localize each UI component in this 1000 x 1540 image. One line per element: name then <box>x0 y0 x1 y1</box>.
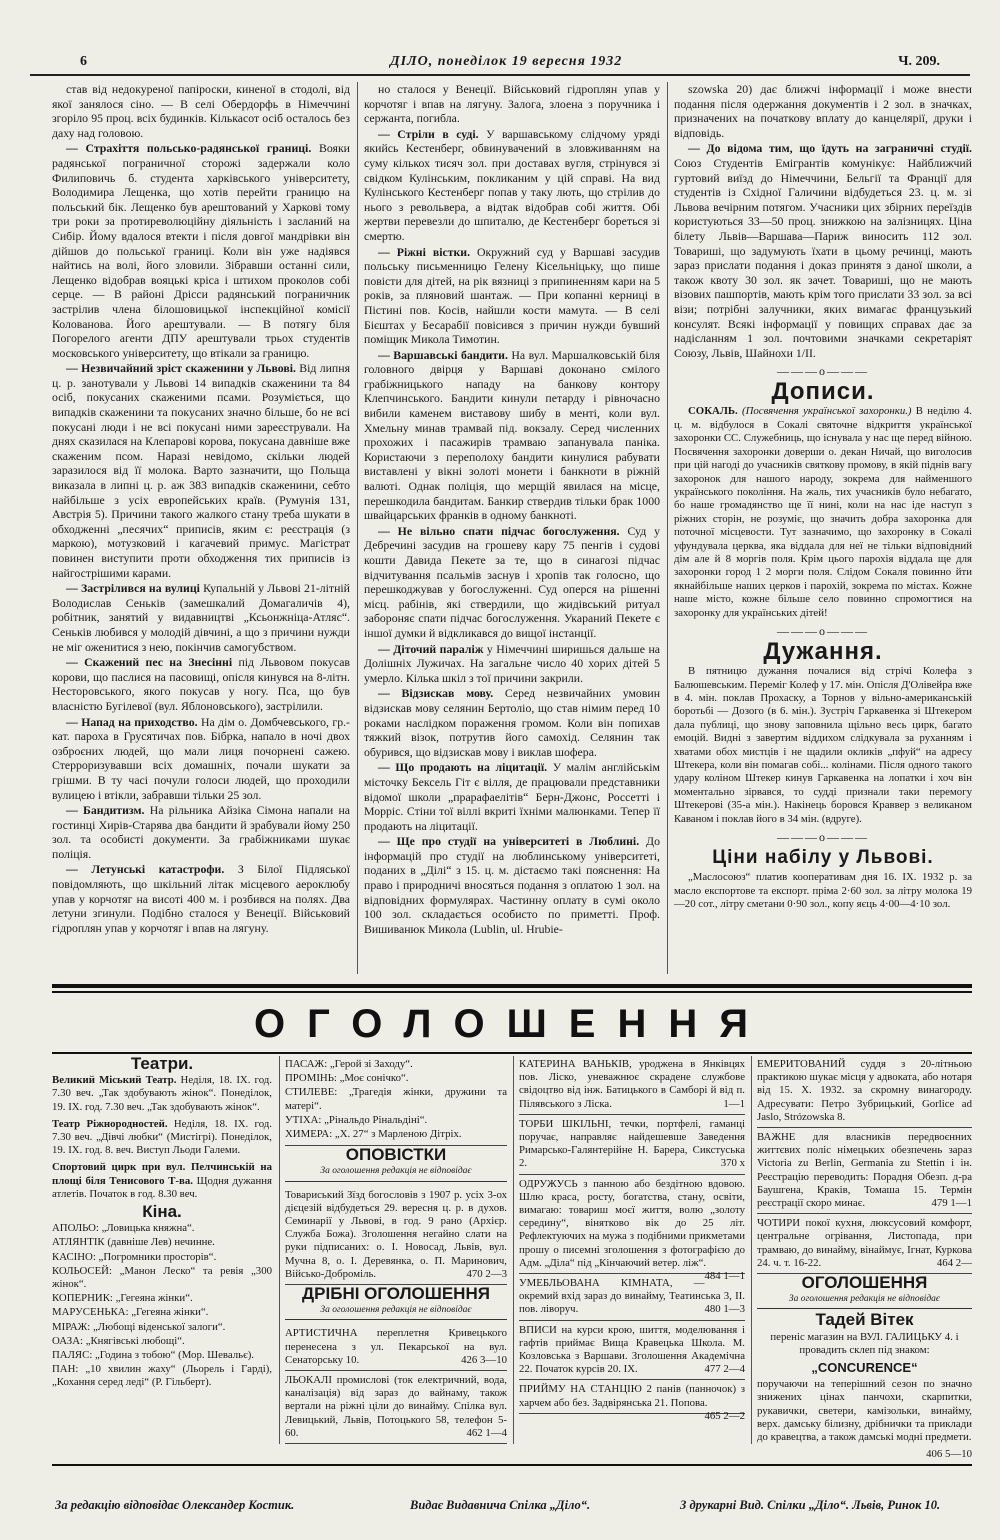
classified-ad <box>519 1380 745 1422</box>
ad-number: 470 2—3 <box>466 1267 507 1280</box>
ad-number: 462 1—4 <box>466 1426 507 1439</box>
tadei-brand: „CONCURENCE“ <box>811 1360 918 1376</box>
opovistky-heading: ОПОВІСТКИ <box>345 1145 447 1165</box>
cinema-listing: КАСІНО: „Погромники просторів“. <box>52 1250 217 1263</box>
article-text: у Німеччині ширишься дальше на Долішніх Лужичах. На загальне число 40 хорих дітей 5 умерло. Кілька шкіл з тої причини закрили. <box>364 641 660 685</box>
classified-ad <box>519 1321 745 1381</box>
tadei-text-1: переніс магазин на ВУЛ. ГАЛИЦЬКУ 4. і провадить склеп під знаком: <box>770 1330 959 1356</box>
ad-number: 484 1—1 <box>704 1270 745 1283</box>
article-paragraph <box>674 82 972 140</box>
column-rule <box>751 1056 752 1444</box>
article-column-3 <box>674 82 972 974</box>
article-paragraph <box>364 127 660 244</box>
ads-column-a <box>52 1055 272 1445</box>
cinema-listing: ОАЗА: „Княгівські любощі“. <box>52 1334 185 1347</box>
kina-heading: Кіна. <box>142 1202 182 1222</box>
theatre-name: Великий Міський Театр. <box>52 1074 177 1087</box>
article-lead: — Незвичайний зріст скаженини у Львові. <box>66 361 296 376</box>
article-text: У малім англійськім місточку Бексель Гіт є вілля, де працювали представники відомої школи „прарафаелітів“ Берн-Джонс, Россетті і Морріс. Стіни тої віллі вкриті їхніми малюнками. Тепер її продають на ліцитації. <box>364 760 660 833</box>
theatre-listing <box>52 1074 272 1114</box>
ad-text: ВПИСИ на курси крою, шиття, моделювання і гафтів приймає Вища Кравецька Школа. М. Козловська з Варшави. Зголошення Академічна 22. Початок курсів 20. IX. <box>519 1323 745 1376</box>
opovistky-notice <box>285 1186 507 1285</box>
article-paragraph <box>52 862 350 935</box>
classified-ad <box>285 1324 507 1371</box>
banner-rule-top <box>52 984 972 988</box>
theatre-schedule: Неділя, 18. IX. год. 7.30 веч. „Дівчі любки“ (Мистігрі). Понеділок, 19. IX. год. 8. веч. Виступ Льоди Галеми. <box>52 1117 272 1157</box>
dopysy-place: СОКАЛЬ. <box>688 405 738 418</box>
article-paragraph <box>52 581 350 654</box>
ad-number: 406 5—10 <box>926 1448 972 1461</box>
article-text: На рільника Айзіка Сімона напали на гостинці Хирів-Старява два бандити й зрабували йому 250 зол. та особисті документи. За грабіжниками шукає поліція. <box>52 803 350 861</box>
classified-ad <box>757 1214 972 1274</box>
ads-column-c <box>519 1055 745 1445</box>
theatre-schedule: Неділя, 18. IX. год. 7.30 веч. „Так здобувають жінок“. Понеділок, 19. IX. год. 7.30 веч. „Так здобувають жінок“. <box>52 1074 272 1113</box>
issue-number: Ч. 209. <box>898 54 940 69</box>
article-paragraph <box>364 82 660 126</box>
article-text: У варшавському слідчому уряді якийсь Кестенберг, обвинувачений в зловживанням на суму кількох тисяч зол. при доставах вугля, стрінувся зі свідком Кулінським, покликаним у цій справі. На вид Кулінського Кестенберг попав у таку лють, що стрілив до нього з револьвера, а відтак відобрав собі життя. Обі жертви перевезли до шпиталю, де Кестенберг бореться зі смертю. <box>364 126 660 243</box>
article-paragraph <box>364 348 660 523</box>
article-paragraph <box>364 686 660 759</box>
prices-heading: Ціни набілу у Львові. <box>712 846 934 868</box>
article-text: Вояки радянської пограничної сторожі задержали коло Филиповичь б. студента харківського університету, Володимира Лещенка, що хотів перейти границю на польський бік. Лещенко був арештований у Харкові тому три роки за протиреволюційну діяльність і засланий на Сибір. Йому вдалося втекти і після довгої мандрівки він дійшов до польської границі. Коли він уже надіявся найтись на волі, його зловили. Зібравши останні сили, Лещенко відобрав вояцькі кріса і штихом проколов собі серце. — В районі Дрісси радянський пограничник застрілив члена білошовицької інспекційної комісії Колованова. Його арештували. — В потягу біля Погорелого агенти ДПУ арештували трьох студентів московського університету, що втікали за границю. <box>52 141 350 360</box>
article-text: під Львовом покусав корови, що паслися на пасовищі, опісля кинувся на 8-літн. Несторовського, якого покусав у ногу. Пса, що був власністю Бугілевої (вул. Яблоновського), застрілили. <box>52 655 350 713</box>
article-paragraph <box>364 245 660 347</box>
footer-editor: За редакцію відповідає Олександер Костик. <box>55 1498 295 1512</box>
ad-text: КАТЕРИНА ВАНЬКІВ, уроджена в Янківцях пов. Ліско, уневажнює скрадене службове свідоцтво від інж. Батицького в Самборі й від п. Пілявського з Ліска. <box>519 1058 745 1110</box>
ads-banner: ОГОЛОШЕННЯ <box>254 1001 770 1046</box>
cinema-listing: АТЛЯНТІК (давніше Лев) нечинне. <box>52 1236 215 1249</box>
article-column-2 <box>364 82 660 974</box>
article-text: Серед незвичайних умовин відзискав мову селянин Бертоліо, що став німим перед 10 роками наслідком пораження громом. Коли він попихав тяжкий візок, потрутив його самохід. Селянин так обурився, що відзискав мову і виклав шофера. <box>364 686 661 759</box>
page-number: 6 <box>80 54 87 69</box>
column-rule <box>667 82 668 974</box>
article-paragraph <box>364 834 660 936</box>
page-footer <box>55 1498 970 1518</box>
classified-ad <box>519 1175 745 1283</box>
article-lead: — Бандитизм. <box>66 803 145 818</box>
article-text: но сталося у Венеції. Військовий гідроплян упав у корчотяг і впав на лягуну. Залога, злоена з поручника і сержанта, погибла. <box>364 82 660 126</box>
ad-number: 465 2—2 <box>704 1409 745 1422</box>
article-text: На вул. Маршалковській біля головного двірця у Варшаві доконано смілого грабіжницького нападу на банкову контору Клепчинського. Бандити кинули петарду і рівночасно вибили каменем виставову шибу в менті, коли вул. Хмельну минав трамвай під. вокзалу. Серед численних прохожих і пасажирів трамваю запанувала паніка. Користаючи з переполоху бандити кинулися рабувати виставлені у вікні золоті монети і банкноти в ріжній валюті. Однак поліція, що мерщій явилася на місце, перешкодила бандитам. Банкир ствердив тільки брак 1000 швайцарських франків в одному банкноті. <box>364 347 660 523</box>
column-rule <box>513 1056 514 1444</box>
article-text: З Білої Підляської повідомляють, що шкільний літак місцевого аероклюбу упав у корчотяг на висоті 400 м. і розбився на полях. Два летуни згинули. Подібно сталося у Венеції. Військовий гідроплян упав у корчотяг і впав на лягуну. <box>52 862 350 935</box>
article-text: Окружний суд у Варшаві засудив польську письменницю Гелену Кісельніцьку, що пише повісти для дітей, на рік вязниці з припиненням кари на 5 років, за пляновий шантаж. — При копанні керниці в Пістині пов. Косів, найшли кости мамута. — В селі Бієштах у Бесарабії повісився з причин нужди бувший поміщик Микола Тимотин. <box>364 244 661 347</box>
theatre-listing <box>52 1118 272 1158</box>
article-paragraph <box>52 715 350 803</box>
article-paragraph <box>674 141 972 360</box>
ornament-divider: ———o——— <box>777 364 869 379</box>
column-rule <box>279 1056 280 1444</box>
theatres-heading: Театри. <box>130 1054 194 1073</box>
ad-number: 464 2— <box>936 1256 972 1269</box>
article-text: Суд у Дебречині засудив на грошеву кару 75 пенгів і судові кошти Давида Пекете за те, що в синагозі підчас відчитування псальмів заснув і хропів так голосно, що перешкоджував у богослуженні. Суд оперся на рішенні місц. рабінів, які ствердили, що жидівський ритуал забороняє спати підчас богослуження. Укараний Пекете є іншої думки й відкликався до вищої інстанції. <box>364 523 660 640</box>
article-text: До інформацій про студії на люблинському університеті, поданих в „Ділі“ з 15. ц. м. дістаємо такі пояснення: На право і природничі вносяться подання з оплатою 1 зол. на відповідних формулярах. Частинну оплату в сумі около 100 зол. складається особисто по приметті. Проф. Вишиванюк Микола (Lublin, ul. Hrubie- <box>364 834 660 936</box>
ad-number: 1—1 <box>723 1097 745 1110</box>
duzhannia-text: В пятницю дужання почалися від стрічі Колефа з Балюшевським. Переміг Колеф у 17. мін. Опісля Д'Олівейра вже в 4. мін. поклав Прохаску, а Торнов у вільно-американській боротьбі — Дозого (в 6. мін.). Зустріч Гаркавенка зі Штекером дала публиці, що знову заповнила щільно весь цирк, багато емоцій. Видні з завертим віддихом слідкувала за руханням і хватами обох мистців і не щадили окликів „пфуй“ на адресу Штекера, коли він помагав собі... колінами. Після одного такого удару коліном Штекер кинув Гаркавенка на лопатки і хоч він моментально зірвався, то судді признали таки перемогу Штекерові (35-а мін.). Накінець боровся Краввер з великаном Каваном і поклав його в 34 мін. (вдруге). <box>674 665 972 825</box>
cinema-listing: КОЛЬОСЕЙ: „Манон Леско“ та ревія „300 жінок“. <box>52 1264 272 1291</box>
theatre-listing <box>52 1161 272 1201</box>
article-lead: — Напад на приходство. <box>66 714 198 729</box>
prices-text: „Маслосоюз“ платив кооперативам дня 16. IX. 1932 р. за масло експортове та експорт. пріма 2·60 зол. за літру молока 19—20 сот., літру сметани 0·90 зол., копу яєць 4·00—4·10 зол. <box>674 871 972 911</box>
cinema-listing: МІРАЖ: „Любощі віденської залоги“. <box>52 1320 226 1333</box>
dopysy-article <box>674 405 972 620</box>
ad-text: ОДРУЖУСЬ з панною або бездітною вдовою. Шлю краса, росту, богатства, стану, освіти, вимагаю: товариш моєї життя, волю „золоту середину“, вінятково вік до 25 літ. Рефлектуючих на мужа з подібними прикметами прошу о писемні зголошення з фотографією до Адм. „Діла“ під „Кінчаючий ветер. ліж“. <box>519 1177 745 1269</box>
footer-printer: З друкарні Вид. Спілки „Діло“. Львів, Ринок 10. <box>680 1498 941 1512</box>
dribni-heading: ДРІБНІ ОГОЛОШЕННЯ <box>302 1284 490 1304</box>
article-paragraph <box>52 361 350 580</box>
cinema-listings-2 <box>285 1055 507 1146</box>
ad-text: ВАЖНЕ для власників передвоєнних життєвих поліс німецьких обезпечень зараз Victoria zu Berlin, Germania zu Stettin і ін. Реєстрацію переводить: Порадня Обезп. д-ра Баушгена, Краків, Томаша 15. Термін реєстрації скоро минає. <box>757 1131 972 1210</box>
theatre-name: Спортовий цирк при вул. Пелчинській на площі біля Тенисового Т-ва. <box>52 1161 272 1187</box>
classified-ad <box>519 1115 745 1175</box>
ad-number: 477 2—4 <box>704 1363 745 1376</box>
masthead-date: ДІЛО, понеділок 19 вересня 1932 <box>390 54 623 69</box>
dopysy-text: В неділю 4. ц. м. відбулося в Сокалі святочне відкриття української захоронки СС. Служебниць, що існувала у нас ще перед війною. Посвячення захоронки доверши о. декан Ничай, що виголосив при цій нагоді до учасників святкову промову, в якій піднів вагу захоронок для нашого народу, зокрема для найменшого українського покоління. На жаль, тих учасників було небагато, бо наше громадянство ще її нині, коли на нас іде наступ з ріжних сторін, не розуміє, що значить добра захоронка для поточної місцевости. Тут зазначимо, що захоронку в Сокалі уфундувала церква, яка віддала для неї не тільки відповідний дім але й 8 моргів поля. Крім цього парохія віддала ще для захоронки город 1 2 морги поля. Слідом Сокаля повинно йти якнайбільше наших церков і парохій, зокрема по містах. Кожне наше місто, кожне більше село повинно спромогтися на захоронку для українських дітей! <box>674 405 973 619</box>
article-text: Союз Студентів Емігрантів комунікує: Найближчий гуртовий виїзд до Німеччини, Бельгії та Франції для студентів із Східної Галичини відбудеться 23. ц. м. зі Львова вечірним потягом. Учасники цих збірних переїздів користуються 33—50 проц. знижкою на залізницях. Ціна білету Львів—Варшава—Париж виносить 112 зол. Товариші, що задумують їхати в цьому речинці, мають зараз прислати подання і доказ принятя з даної школи, а також квоту 30 зол. як зачет. Товариші, що не мають візових пашпортів, мають крім того прислати 33 зол. за всі візи; потрібні залучники, яких вимагає французький консулят. Всякі інформації у повищих справах дає за надісланням 1 зол. почтовими значками секретаріят Союзу, Львів, Шайнохи 1/II. <box>674 155 972 360</box>
column-rule <box>357 82 358 974</box>
ad-text: ЛЬОКАЛІ промислові (ток електричний, вода, каналізація) від зараз до вайнаму, також вертали на ріжні ціли до винайму. Спілка вул. Левицький, Львів, Потоцького 58, телефон 5-60. <box>285 1374 507 1439</box>
tadei-heading: Тадей Вітек <box>815 1310 914 1330</box>
banner-rule-top-2 <box>52 991 972 993</box>
opovistky-text: Товариський Зїзд богословів з 1907 р. усіх 3-ох дієцезій відбудеться 29. вересня ц. р. в духов. Семинарії у Львові, в год. 9 рано (Архієр. Служба Божа). Зголошення негайно слати на руки підписаних: о. І. Новосад, Львів, вул. Мучна 8, о. І. Деревянка, о. П. Маринович, Військо-Доброміль. <box>285 1188 507 1280</box>
tadei-text-2: поручаючи на теперішний сезон по значно знижених цінах панчохи, скарпитки, рукавички, светери, камізольки, винайму, верх. дамську білизну, дрібнички та приклади до кравецтва, а також дамські модні предмети. <box>757 1378 972 1444</box>
ogol2-heading: ОГОЛОШЕННЯ <box>801 1273 928 1293</box>
article-lead: — Летунські катастрофи. <box>66 862 225 877</box>
duzhannia-heading: Дужання. <box>763 637 883 665</box>
page-header <box>30 52 970 76</box>
classified-ad <box>757 1055 972 1128</box>
article-text: szowska 20) дає ближчі інформації і може внести подання після одержання документів і 2 зол. в значках, призначених на початкову вплату до канцелярії, друки і відповідь. <box>674 82 972 140</box>
footer-publisher: Видає Видавнича Спілка „Діло“. <box>410 1498 591 1512</box>
article-text: На дім о. Домбчевського, гр.-кат. пароха в Грусятичах пов. Бібрка, напало в ночі двох озброєних людей, що мали лиця почорнені сажею. Стерроризувавши всіх домашніх, почали шукати за грішми. В ту часі почули голоси людей, що проходили вулицею і втікли, забравши тільки 25 зол. <box>52 714 350 802</box>
article-paragraph <box>52 141 350 360</box>
article-paragraph <box>364 524 660 641</box>
ad-text: УМЕБЛЬОВАНА КІМНАТА, — окремий вхід зараз до винайму, Театинська 3, II. пов. ліворуч. <box>519 1277 745 1316</box>
cinema-listing: АПОЛЬО: „Ловицька княжна“. <box>52 1222 195 1235</box>
ad-number: 480 1—3 <box>704 1303 745 1316</box>
article-lead: — Стріли в суді. <box>378 126 479 141</box>
article-lead: — Страхіття польсько-радянської границі. <box>66 141 312 156</box>
ads-column-d <box>757 1055 972 1461</box>
article-text: Від липня ц. р. занотували у Львові 14 випадків скаженини та 84 осіб, покусаних скаженими псами. Розуміється, що випадків скаженини та покусаних значно більше, бо не всі покусані люди і не всі покусані ними зареєстрували. На днях сказилася на Клепарові корова, покусана давніше вже скаженим псом. Наразі невідомо, скільки людей заразилося від її молока. Варто зазначити, що Польща виказала в липні ц. р. аж 383 випадків скаженини, себто найбільше з усіх европейських країв. (Румунія 131, Австрія 5). Причини такого жалкого стану треба шукати в обходженні „песячих“ приписів, яким є: реєстрація (з маркою), мотузковий і кагачевий примус. Магістрат повинен виступити проти обходження тих приписів із найгострішими карами. <box>52 361 350 580</box>
ornament-divider: ———o——— <box>777 830 869 845</box>
dribni-disclaimer: За оголошення редакція не відповідає <box>285 1304 507 1320</box>
ad-text: ПРИЙМУ НА СТАНЦІЮ 2 панів (панночок) з харчем або без. Задвірянська 21. Попова. <box>519 1383 745 1409</box>
article-lead: — Ще про студії на університеті в Люблині. <box>378 834 640 849</box>
article-lead: — Діточий параліж <box>378 641 484 656</box>
cinema-listing: СТИЛЕВЕ: „Трагедія жінки, дружини та матері“. <box>285 1086 507 1112</box>
ad-number: 370 x <box>720 1157 745 1170</box>
article-paragraph <box>364 760 660 833</box>
ad-text: АРТИСТИЧНА переплетня Кривецького перенесена з ул. Пекарської на вул. Сенаторську 10. <box>285 1327 507 1366</box>
cinema-listing: УТІХА: „Рінальдо Рінальдіні“. <box>285 1113 428 1126</box>
classified-ad <box>757 1128 972 1214</box>
opovistky-disclaimer: За оголошення редакція не відповідає <box>285 1165 507 1181</box>
theatre-name: Театр Ріжнородностей. <box>52 1117 168 1130</box>
article-paragraph <box>52 82 350 140</box>
article-lead: — Що продають на ліцитації. <box>378 760 548 775</box>
article-lead: — Варшавські бандити. <box>378 347 508 362</box>
ads-column-b <box>285 1055 507 1445</box>
cinema-listing: ПАН: „10 хвилин жаху“ (Льорель і Гарді), „Кохання серед леді“ (Р. Гільберт). <box>52 1363 272 1389</box>
article-text: Купальній у Львові 21-літній Володислав Сеньків (замешкалий Домагаличів 4), робітник, занятий у видавництві „Ксьонжніца-Атляс“. Сеньків любився у молодій дівчині, а що з причини нужди не міг оженитися з нею, покінчив самогубством. <box>52 581 350 654</box>
ad-text: ЕМЕРИТОВАНИЙ суддя з 20-літньою практикою шукає місця у адвоката, або нотаря від 15. X. 1932. за скромну винагороду. Адресувати: Петро Зубрицький, Gorlice ad Jaslo, Strózowska 8. <box>757 1058 972 1123</box>
article-paragraph <box>52 803 350 861</box>
article-lead: — Не вільно спати підчас богослуження. <box>378 523 620 538</box>
ad-number: 426 3—10 <box>461 1353 507 1366</box>
dopysy-heading: Дописи. <box>771 377 875 405</box>
dopysy-subtitle: (Посвячення української захоронки.) <box>742 405 912 418</box>
cinema-listing: ПАСАЖ: „Герой зі Заходу“. <box>285 1058 413 1070</box>
article-paragraph <box>364 642 660 686</box>
ornament-divider: ———o——— <box>777 623 869 638</box>
article-lead: — Відзискав мову. <box>378 686 494 701</box>
article-lead: — Застрілився на вулиці <box>66 581 200 596</box>
ad-text: ТОРБИ ШКІЛЬНІ, течки, портфелі, гаманці поручає, направляє найдешевше Заведення Римарсько-Галянтерійне Н. Барера, Сикстуська 2. <box>519 1117 745 1170</box>
cinema-listing: ПАЛЯС: „Година з тобою“ (Мор. Шевальє). <box>52 1349 255 1362</box>
cinema-listing: ХИМЕРА: „Х. 27“ з Марленою Дітріх. <box>285 1128 462 1141</box>
article-lead: — Скажений пес на Знесінні <box>66 655 233 670</box>
cinema-listing: КОПЕРНИК: „Гегеяна жінки“. <box>52 1292 193 1305</box>
classified-ad <box>519 1055 745 1115</box>
ogol2-disclaimer: За оголошення редакція не відповідає <box>757 1293 972 1309</box>
article-lead: — До відома тим, що їдуть на заграничні студії. <box>688 141 972 156</box>
ad-number: 479 1—1 <box>931 1197 972 1210</box>
article-paragraph <box>52 655 350 713</box>
footer-rule <box>52 1464 972 1466</box>
article-text: став від недокуреної папіроски, киненої в стодолі, від якої занялося сіно. — В селі Обердорфь в Німеччині згоріло 95 проц. всіх будинків. Кількасот осіб осталось без даху над головою. <box>52 82 350 140</box>
article-lead: — Ріжні вістки. <box>378 244 471 259</box>
cinema-listing: МАРУСЕНЬКА: „Гегеяна жінки“. <box>52 1306 209 1319</box>
classified-ad <box>285 1371 507 1444</box>
ad-text: ЧОТИРИ покої кухня, люксусовий комфорт, центральне огрівання, Листопада, при трамваю, до винайму, вінаймує, Ігнат, Куркова 24. ч. т. 16-22. <box>757 1217 972 1269</box>
theatre-schedule: Щодня дужання атлетів. Початок в год. 8.30 веч. <box>52 1174 273 1200</box>
cinema-listing: ПРОМІНЬ: „Моє сонічко“. <box>285 1072 409 1085</box>
article-column-1 <box>52 82 350 974</box>
